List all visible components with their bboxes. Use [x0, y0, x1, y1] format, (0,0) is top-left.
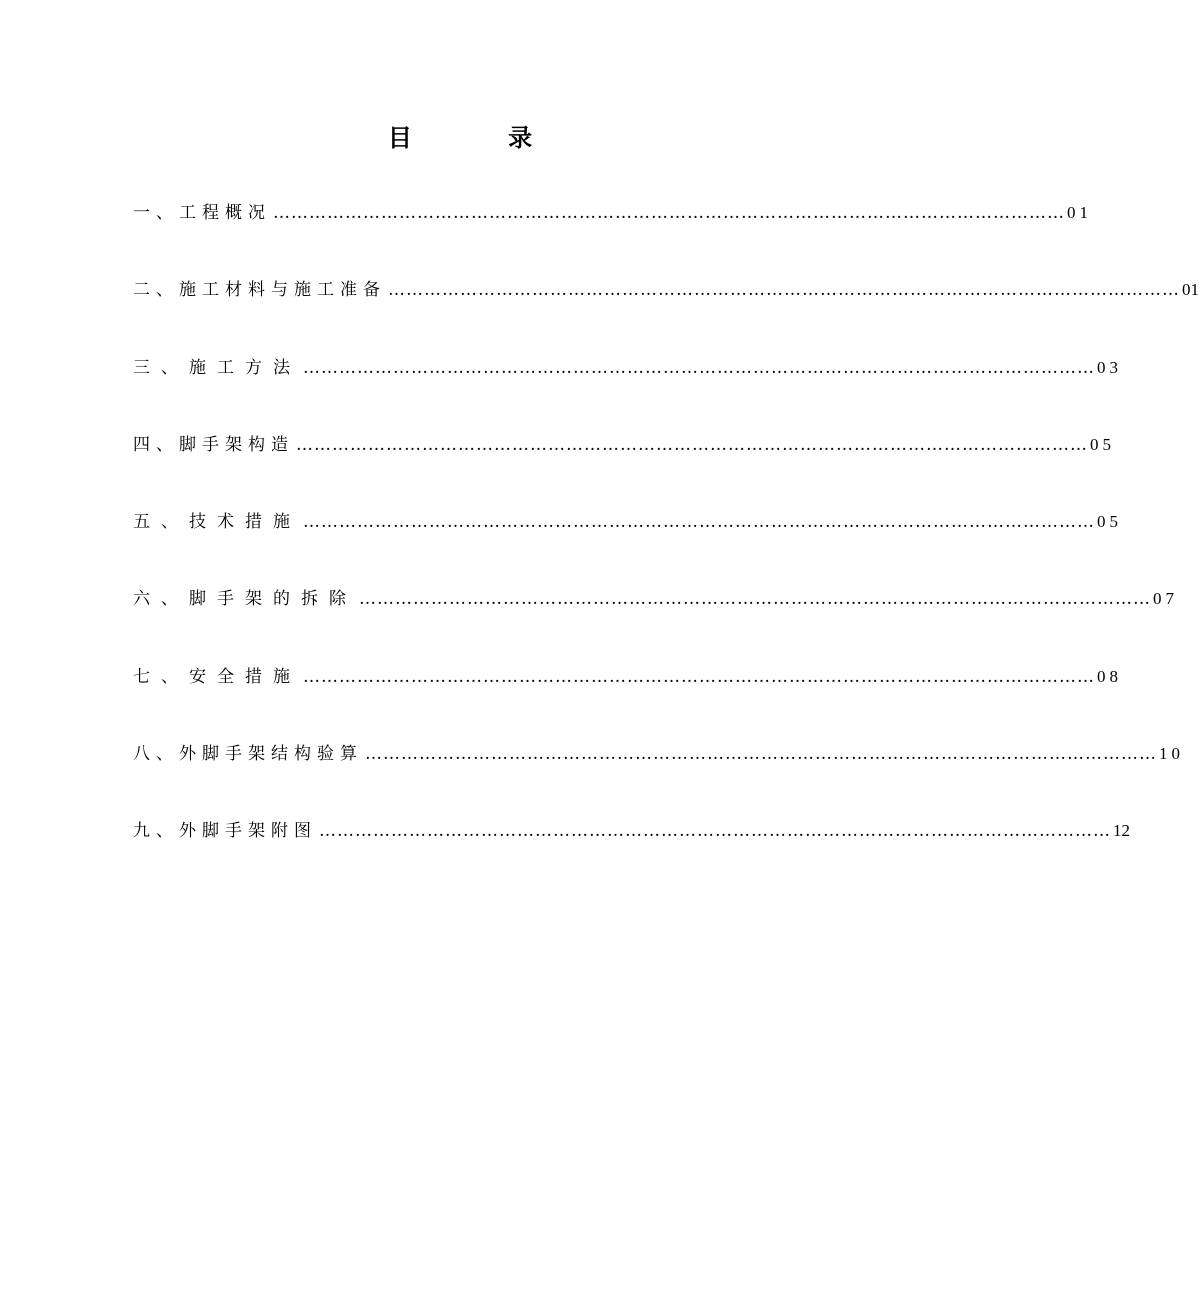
toc-entry-label: 一、工程概况: [133, 203, 271, 223]
toc-entry-page: 08: [1097, 666, 1122, 686]
toc-entry[interactable]: [133, 662, 1122, 739]
toc-entry-label: 二、施工材料与施工准备: [133, 280, 386, 301]
toc-leader: ……………………………………………………………………………………………………………………: [388, 280, 1180, 301]
toc-leader: ……………………………………………………………………………………………………………………: [296, 434, 1088, 455]
toc-entry-label: 五、技术措施: [133, 512, 301, 533]
toc-entry[interactable]: [133, 198, 1092, 275]
toc-entry-label: 八、外脚手架结构验算: [133, 744, 363, 765]
toc-entry-page: 05: [1097, 512, 1122, 532]
toc-entry-page: 01: [1182, 280, 1199, 300]
toc-leader: ……………………………………………………………………………………………………………………: [359, 589, 1151, 610]
toc-entry[interactable]: [133, 584, 1178, 661]
toc-entry[interactable]: [133, 816, 1130, 893]
toc-entry[interactable]: [133, 507, 1122, 584]
toc-title: 目 录: [387, 124, 577, 152]
toc-leader: ……………………………………………………………………………………………………………………: [319, 821, 1111, 842]
toc-entry[interactable]: [133, 739, 1184, 816]
toc-entry-label: 三、施工方法: [133, 357, 301, 378]
toc-leader: ……………………………………………………………………………………………………………………: [273, 203, 1065, 223]
toc-entry-label: 六、脚手架的拆除: [133, 589, 357, 610]
toc-leader: ……………………………………………………………………………………………………………………: [303, 357, 1095, 378]
toc-entry-page: 01: [1067, 203, 1092, 222]
toc-entry-page: 05: [1090, 434, 1115, 454]
toc-entry-page: 12: [1113, 821, 1130, 841]
toc-entry[interactable]: [133, 353, 1122, 430]
toc-entry[interactable]: [133, 430, 1115, 507]
toc-entry-label: 七、安全措施: [133, 666, 301, 687]
toc-entry-page: 07: [1153, 589, 1178, 609]
toc-leader: ……………………………………………………………………………………………………………………: [303, 666, 1095, 687]
toc-entry-page: 10: [1159, 744, 1184, 764]
toc-leader: ……………………………………………………………………………………………………………………: [365, 744, 1157, 765]
toc-leader: ……………………………………………………………………………………………………………………: [303, 512, 1095, 533]
toc-entry-label: 四、脚手架构造: [133, 434, 294, 455]
toc-entry-page: 03: [1097, 357, 1122, 377]
toc-entry-label: 九、外脚手架附图: [133, 821, 317, 842]
table-of-contents: [133, 198, 1199, 894]
toc-entry[interactable]: [133, 275, 1199, 352]
